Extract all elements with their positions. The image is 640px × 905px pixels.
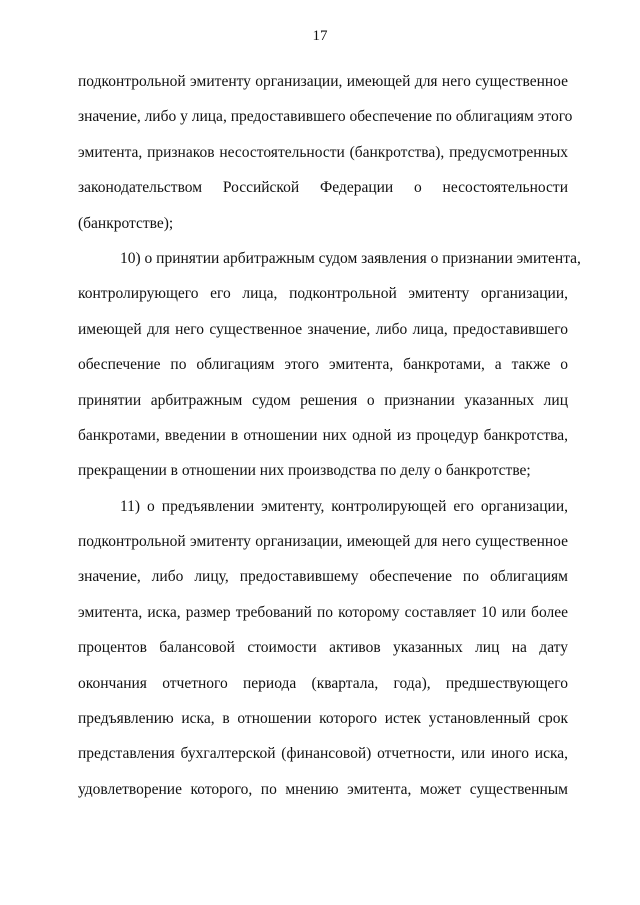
text-line: значение, либо у лица, предоставившего обеспечение по облигациям этого	[78, 108, 573, 126]
text-line: процентов балансовой стоимости активов указанных лиц на дату	[78, 639, 568, 657]
text-line: банкротами, введении в отношении них одной из процедур банкротства,	[78, 426, 568, 444]
page-number: 17	[312, 28, 328, 44]
text-line: окончания отчетного периода (квартала, года), предшествующего	[78, 674, 568, 692]
text-line: эмитента, признаков несостоятельности (банкротства), предусмотренных	[78, 143, 568, 161]
text-line: прекращении в отношении них производства по делу о банкротстве;	[78, 462, 531, 480]
text-line: удовлетворение которого, по мнению эмитента, может существенным	[78, 780, 568, 798]
text-line: принятии арбитражным судом решения о признании указанных лиц	[78, 391, 568, 409]
text-line: (банкротстве);	[78, 214, 174, 232]
text-line: контролирующего его лица, подконтрольной эмитенту организации,	[78, 285, 568, 303]
text-line: имеющей для него существенное значение, либо лица, предоставившего	[78, 320, 568, 338]
text-line: эмитента, иска, размер требований по которому составляет 10 или более	[78, 603, 568, 621]
text-line: предъявлению иска, в отношении которого истек установленный срок	[78, 710, 568, 728]
text-line: значение, либо лицу, предоставившему обеспечение по облигациям	[78, 568, 568, 586]
text-line: обеспечение по облигациям этого эмитента, банкротами, а также о	[78, 356, 568, 374]
text-line: 11) о предъявлении эмитенту, контролирующей его организации,	[120, 497, 568, 515]
text-line: представления бухгалтерской (финансовой) отчетности, или иного иска,	[78, 745, 568, 763]
text-line: подконтрольной эмитенту организации, имеющей для него существенное	[78, 533, 568, 551]
text-line: законодательством Российской Федерации о несостоятельности	[78, 179, 568, 197]
document-body	[78, 64, 581, 807]
text-line: подконтрольной эмитенту организации, имеющей для него существенное	[78, 73, 568, 90]
text-line: 10) о принятии арбитражным судом заявления о признании эмитента,	[120, 249, 581, 267]
